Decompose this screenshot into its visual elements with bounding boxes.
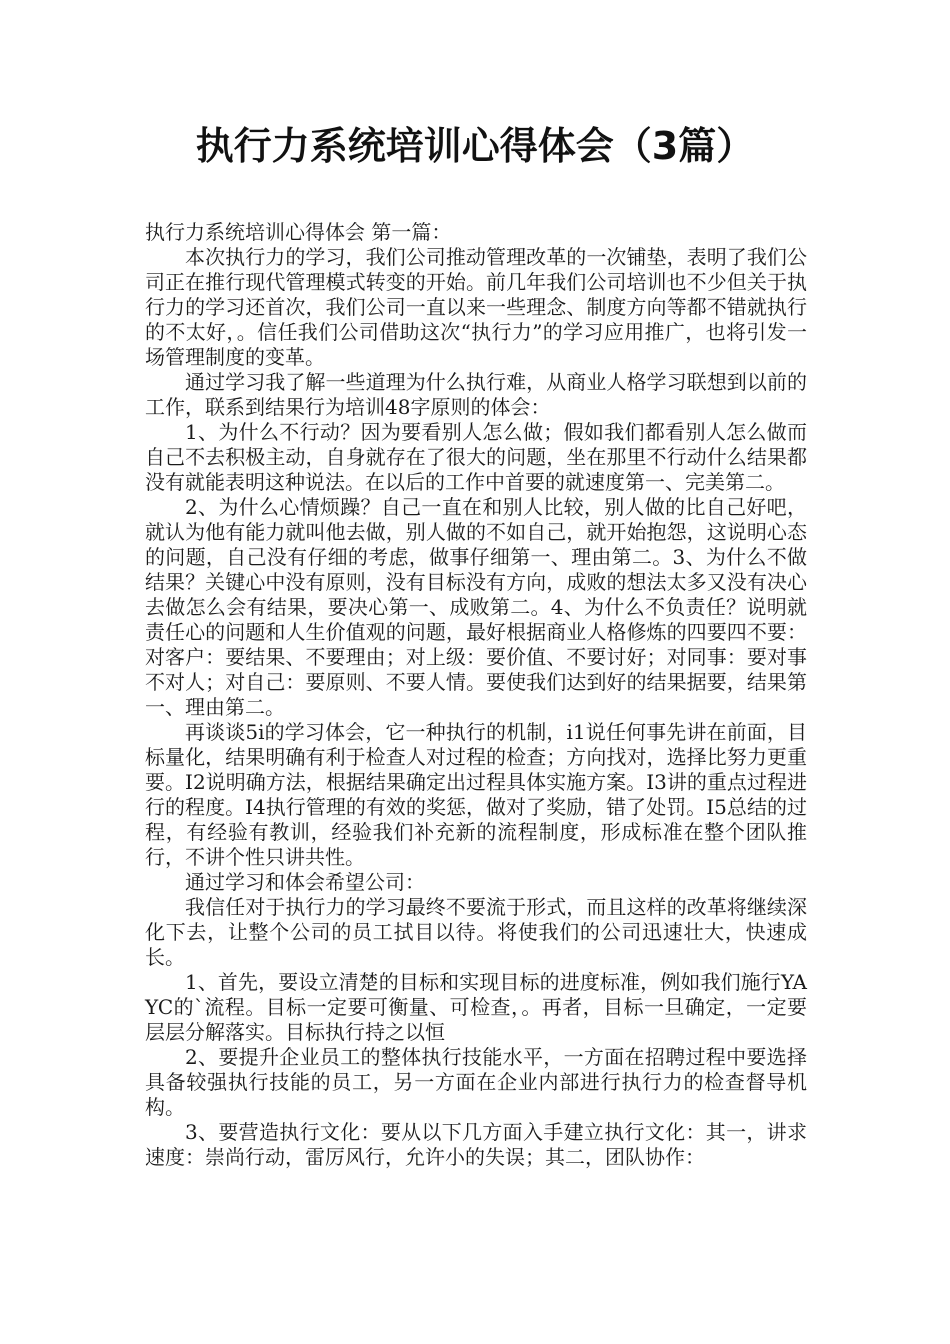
paragraph: 本次执行力的学习，我们公司推动管理改革的一次铺垫，表明了我们公司正在推行现代管理模式转变的开始。前几年我们公司培训也不少但关于执行力的学习还首次，我们公司一直以来一些理念、制度方向等都不错就执行的不太好，。信任我们公司借助这次“执行力”的学习应用推广，也将引发一场管理制度的变革。 xyxy=(145,245,807,369)
document-title: 执行力系统培训心得体会（3篇） xyxy=(195,124,755,168)
paragraph: 2、为什么心情烦躁？自己一直在和别人比较，别人做的比自己好吧，就认为他有能力就叫他去做，别人做的不如自己，就开始抱怨，这说明心态的问题，自己没有仔细的考虑，做事仔细第一、理由第二。3、为什么不做结果？关键心中没有原则，没有目标没有方向，成败的想法太多又没有决心去做怎么会有结果，要决心第一、成败第二。4、为什么不负责任？说明就责任心的问题和人生价值观的问题，最好根据商业人格修炼的四要四不要：对客户：要结果、不要理由；对上级：要价值、不要讨好；对同事：要对事不对人；对自己：要原则、不要人情。要使我们达到好的结果据要，结果第一、理由第二。 xyxy=(145,495,807,719)
paragraph: 我信任对于执行力的学习最终不要流于形式，而且这样的改革将继续深化下去，让整个公司的员工拭目以待。将使我们的公司迅速壮大，快速成长。 xyxy=(145,895,807,969)
paragraph: 再谈谈5i的学习体会，它一种执行的机制，i1说任何事先讲在前面，目标量化，结果明确有利于检查人对过程的检查；方向找对，选择比努力更重要。I2说明确方法，根据结果确定出过程具体实施方案。I3讲的重点过程进行的程度。I4执行管理的有效的奖惩，做对了奖励，错了处罚。I5总结的过程，有经验有教训，经验我们补充新的流程制度，形成标准在整个团队推行，不讲个性只讲共性。 xyxy=(145,720,807,869)
paragraph: 执行力系统培训心得体会 第一篇： xyxy=(145,220,452,244)
paragraph: 1、首先，要设立清楚的目标和实现目标的进度标准，例如我们施行YAYC的`流程。目标一定要可衡量、可检查，。再者，目标一旦确定，一定要层层分解落实。目标执行持之以恒 xyxy=(145,970,807,1044)
paragraph: 1、为什么不行动？因为要看别人怎么做；假如我们都看别人怎么做而自己不去积极主动，自身就存在了很大的问题，坐在那里不行动什么结果都没有就能表明这种说法。在以后的工作中首要的就速度第一、完美第二。 xyxy=(145,420,807,494)
paragraph: 通过学习我了解一些道理为什么执行难，从商业人格学习联想到以前的工作，联系到结果行为培训48字原则的体会： xyxy=(145,370,807,419)
paragraph: 2、要提升企业员工的整体执行技能水平，一方面在招聘过程中要选择具备较强执行技能的员工，另一方面在企业内部进行执行力的检查督导机构。 xyxy=(145,1045,807,1119)
paragraph: 3、要营造执行文化：要从以下几方面入手建立执行文化：其一，讲求速度：崇尚行动，雷厉风行，允许小的失误；其二，团队协作： xyxy=(145,1120,807,1169)
paragraph: 通过学习和体会希望公司： xyxy=(185,870,425,894)
document-body xyxy=(145,220,807,1170)
